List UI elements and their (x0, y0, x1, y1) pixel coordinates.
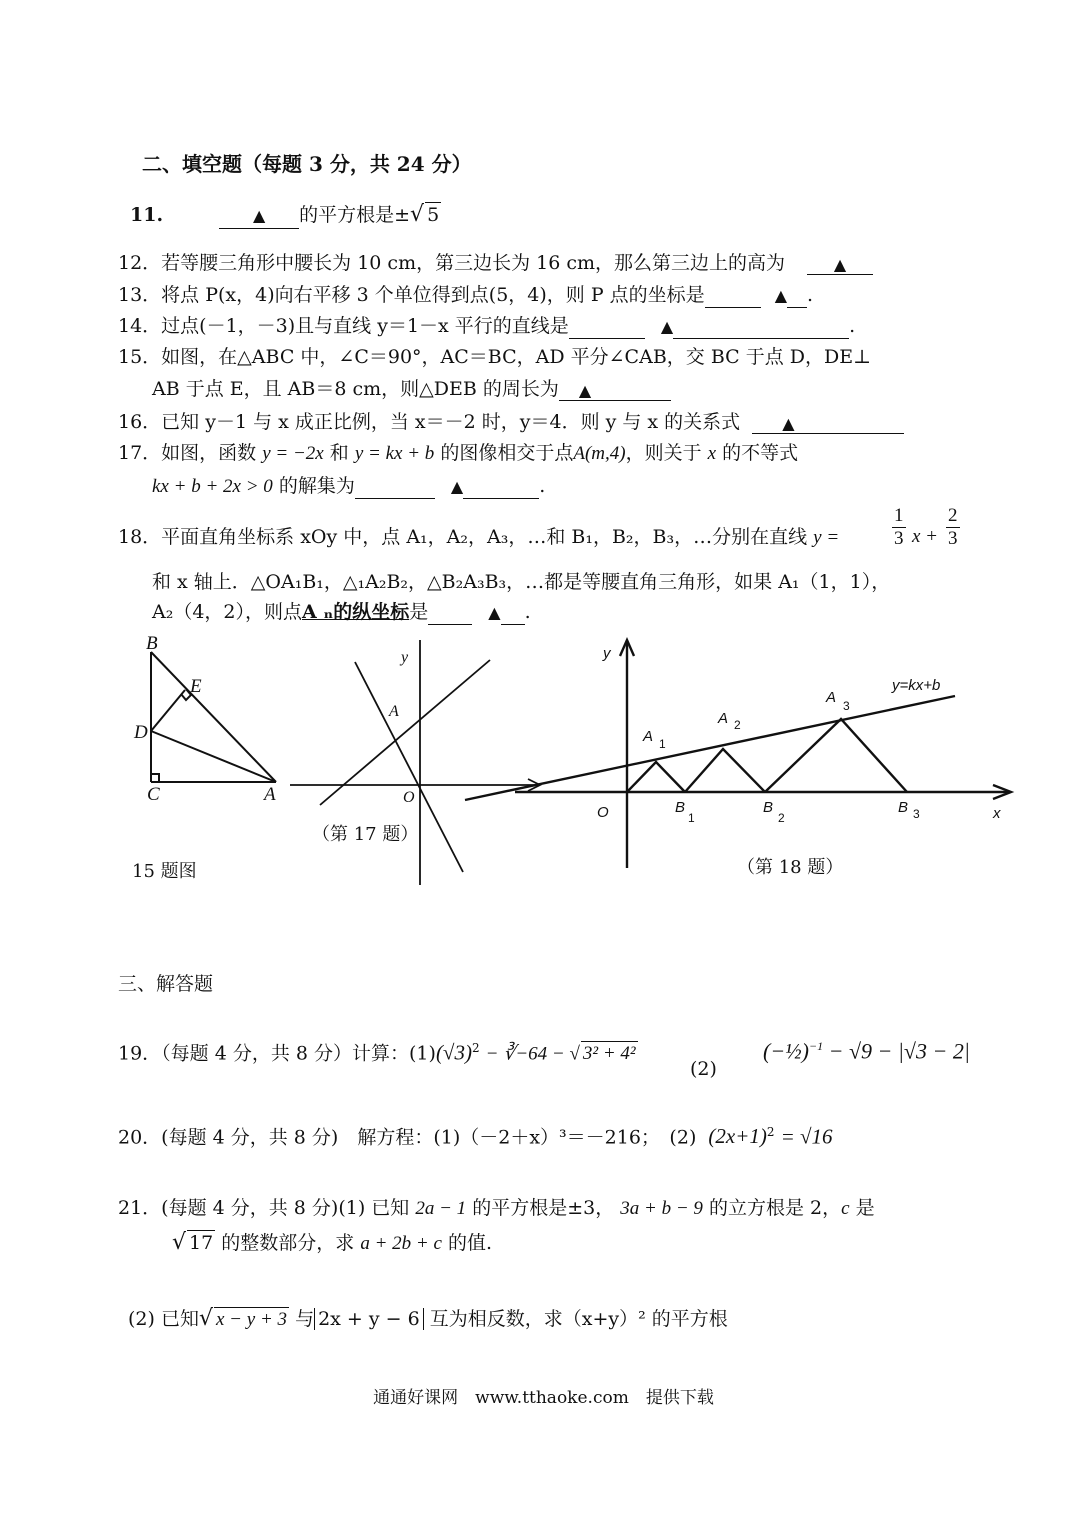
answer-blank (787, 285, 807, 308)
label-a1: A (643, 728, 654, 745)
expression: − ∛−64 − √ (485, 1043, 580, 1065)
answer-blank (569, 316, 645, 339)
q20-text: 20．(每题 4 分，共 8 分) 解方程：(1)（－2＋x）³＝－216； (2) (118, 1126, 697, 1149)
triangle-marker: ▲ (774, 286, 788, 305)
function-2: y = kx + b (354, 443, 435, 464)
exponent: 2 (766, 1125, 775, 1139)
equation-x: x + (912, 526, 939, 547)
line-y-kx-b (465, 696, 955, 800)
subscript-a1: 1 (659, 737, 666, 751)
expression: a + 2b + c (360, 1233, 442, 1254)
period: . (524, 601, 531, 623)
answer-blank (219, 203, 299, 229)
subscript-b3: 3 (913, 807, 920, 821)
question-13 (118, 283, 813, 308)
triangle-marker: ▲ (833, 255, 847, 274)
denominator: 3 (948, 528, 958, 549)
figure-17-caption: （第 17 题） (312, 824, 419, 845)
footer: 通通好课网 www.tthaoke.com 提供下载 (373, 1388, 714, 1408)
label-c: C (147, 784, 160, 805)
triangle-marker: ▲ (578, 381, 592, 400)
q17-text: ，则关于 (625, 442, 702, 464)
triangle-2 (685, 749, 765, 792)
q21b-text: 与 (295, 1308, 315, 1330)
triangle-1 (627, 762, 685, 792)
numerator: 2 (948, 505, 958, 526)
answer-blank (463, 476, 539, 499)
label-y: y (603, 645, 611, 662)
question-17-line1 (118, 441, 798, 466)
answer-blank (355, 476, 435, 499)
segment-de (151, 690, 185, 731)
fraction-one-third (892, 505, 906, 550)
label-o: O (597, 804, 609, 821)
expression: 2a − 1 (415, 1198, 467, 1219)
label-b: B (146, 633, 158, 654)
question-20 (118, 1120, 833, 1149)
exponent: 2 (471, 1041, 480, 1055)
label-a: A (389, 703, 399, 720)
question-18-line2: 和 x 轴上．△OA₁B₁，△₁A₂B₂，△B₂A₃B₃，…都是等腰直角三角形，如果 A₁（1，1）， (152, 571, 891, 593)
answer-blank (501, 602, 525, 625)
question-21-line1 (118, 1196, 875, 1221)
equation-rhs: = √16 (780, 1124, 833, 1149)
q19-text: 19．（每题 4 分，共 8 分）计算：(1) (118, 1042, 436, 1065)
emphasis-text: A ₙ的纵坐标 (302, 601, 410, 623)
question-12 (118, 251, 873, 275)
answer-blank (559, 378, 671, 401)
q15-text: AB 于点 E，且 AB＝8 cm，则△DEB 的周长为 (152, 378, 559, 400)
q21-text: 21．(每题 4 分，共 8 分)(1) 已知 (118, 1197, 410, 1219)
fraction-two-thirds (946, 505, 960, 550)
segment-da (151, 731, 276, 782)
equation-lhs: (2x+1) (708, 1124, 767, 1149)
triangle-marker: ▲ (450, 477, 464, 496)
figure-18 (455, 636, 1035, 876)
q14-text: 14．过点(－1，－3)且与直线 y＝1－x 平行的直线是 (118, 315, 569, 337)
equation-y: y = (813, 527, 840, 548)
variable: c (841, 1198, 850, 1219)
q18-text: 18．平面直角坐标系 xOy 中，点 A₁，A₂，A₃，…和 B₁，B₂，B₃，…分别在直线 (118, 526, 808, 548)
triangle-marker: ▲ (660, 317, 674, 336)
label-y: y (401, 649, 409, 666)
label-a3: A (826, 689, 837, 706)
absolute-value: 2x + y − 6 (314, 1308, 424, 1330)
expression: (√3) (435, 1040, 472, 1065)
figure-15 (130, 630, 290, 810)
label-x: x (993, 805, 1001, 822)
radicand: 17 (189, 1232, 214, 1254)
denominator: 3 (894, 528, 904, 549)
q17-text: 的图像相交于点 (440, 442, 574, 464)
answer-blank (752, 411, 904, 434)
subscript-a2: 2 (734, 718, 741, 732)
question-number: 11. (130, 204, 164, 226)
question-15-line1: 15．如图，在△ABC 中，∠C＝90°，AC＝BC，AD 平分∠CAB，交 BC 于点 D，DE⊥ (118, 346, 871, 368)
question-18-line3 (152, 600, 531, 625)
question-11: 11. ▲ 的平方根是±√ 5 (130, 202, 440, 227)
q12-text: 12．若等腰三角形中腰长为 10 cm，第三边长为 16 cm，那么第三边上的高为 (118, 252, 786, 274)
function-1: y = −2x (262, 443, 324, 464)
period: . (539, 475, 546, 497)
question-19-part2-label: (2) (690, 1058, 717, 1080)
question-14 (118, 314, 855, 339)
q17-text: 17．如图，函数 (118, 442, 257, 464)
q18-text: 是 (409, 601, 429, 623)
triangle-marker: ▲ (252, 206, 266, 225)
answer-blank (705, 285, 761, 308)
question-19 (118, 1036, 638, 1066)
label-b1: B (675, 799, 686, 816)
subscript-b1: 1 (688, 811, 695, 825)
question-21-part2: (2) 已知√ x − y + 3 与 2x + y − 6 互为相反数，求（x+y）² 的平方根 (128, 1306, 728, 1331)
answer-blank (673, 316, 849, 339)
question-17-line2 (152, 474, 545, 499)
label-line: y=kx+b (892, 677, 941, 694)
label-b2: B (763, 799, 774, 816)
label-d: D (134, 722, 148, 743)
intersection-point: A(m,4) (573, 443, 626, 464)
q17-text: 和 (329, 442, 349, 464)
answer-blank (807, 252, 873, 275)
segment-ba (151, 652, 276, 782)
question-16 (118, 410, 904, 434)
subscript-b2: 2 (778, 811, 785, 825)
label-a2: A (718, 710, 729, 727)
q21-text: 的整数部分，求 (221, 1232, 355, 1254)
right-angle-mark-c (151, 774, 159, 782)
label-b3: B (898, 799, 909, 816)
question-21-line2: √ 17 的整数部分，求 a + 2b + c 的值. (172, 1230, 492, 1255)
period: . (849, 315, 856, 337)
triangle-marker: ▲ (488, 603, 501, 622)
label-a: A (264, 784, 276, 805)
q18-text: A₂（4，2），则点 (152, 601, 303, 623)
section-title: 三、解答题 (118, 973, 214, 995)
figure-15-caption: 15 题图 (132, 861, 197, 882)
triangle-3 (765, 719, 907, 792)
period: . (807, 284, 814, 306)
question-18-line1 (118, 524, 839, 551)
question-15-line2 (152, 377, 671, 401)
figure-18-caption: （第 18 题） (737, 857, 844, 878)
q16-text: 16．已知 y－1 与 x 成正比例，当 x＝－2 时，y＝4．则 y 与 x 的关系式 (118, 411, 741, 433)
q21-text: 的值. (447, 1232, 492, 1254)
radicand: x − y + 3 (216, 1309, 288, 1330)
expression: − √9 − |√3 − 2| (828, 1038, 970, 1064)
answer-blank (428, 602, 472, 625)
q11-text: 的平方根是± (299, 204, 411, 226)
q21b-text: (2) 已知 (128, 1308, 199, 1330)
inequality: kx + b + 2x > 0 (152, 476, 273, 497)
q21b-text: 互为相反数，求（x+y）² 的平方根 (429, 1308, 728, 1330)
expression: (−½) (763, 1038, 809, 1064)
q17-text: 的不等式 (722, 442, 799, 464)
triangle-marker: ▲ (782, 414, 795, 433)
expression: 3a + b − 9 (620, 1198, 703, 1219)
radicand: 3² + 4² (582, 1043, 636, 1065)
question-19-part2-expression (763, 1034, 970, 1063)
q21-text: 的平方根是±3， (472, 1197, 615, 1219)
numerator: 1 (894, 505, 904, 526)
variable: x (707, 443, 717, 464)
label-o: O (403, 789, 415, 806)
q17-text: 的解集为 (278, 475, 355, 497)
q21-text: 的立方根是 2， (708, 1197, 842, 1219)
radicand: 5 (427, 204, 440, 226)
section-title: 二、填空题（每题 3 分，共 24 分） (142, 152, 472, 176)
label-e: E (190, 676, 202, 697)
subscript-a3: 3 (843, 699, 850, 713)
q21-text: 是 (855, 1197, 875, 1219)
exponent: −1 (809, 1039, 824, 1053)
q13-text: 13．将点 P(x，4)向右平移 3 个单位得到点(5，4)，则 P 点的坐标是 (118, 284, 705, 306)
